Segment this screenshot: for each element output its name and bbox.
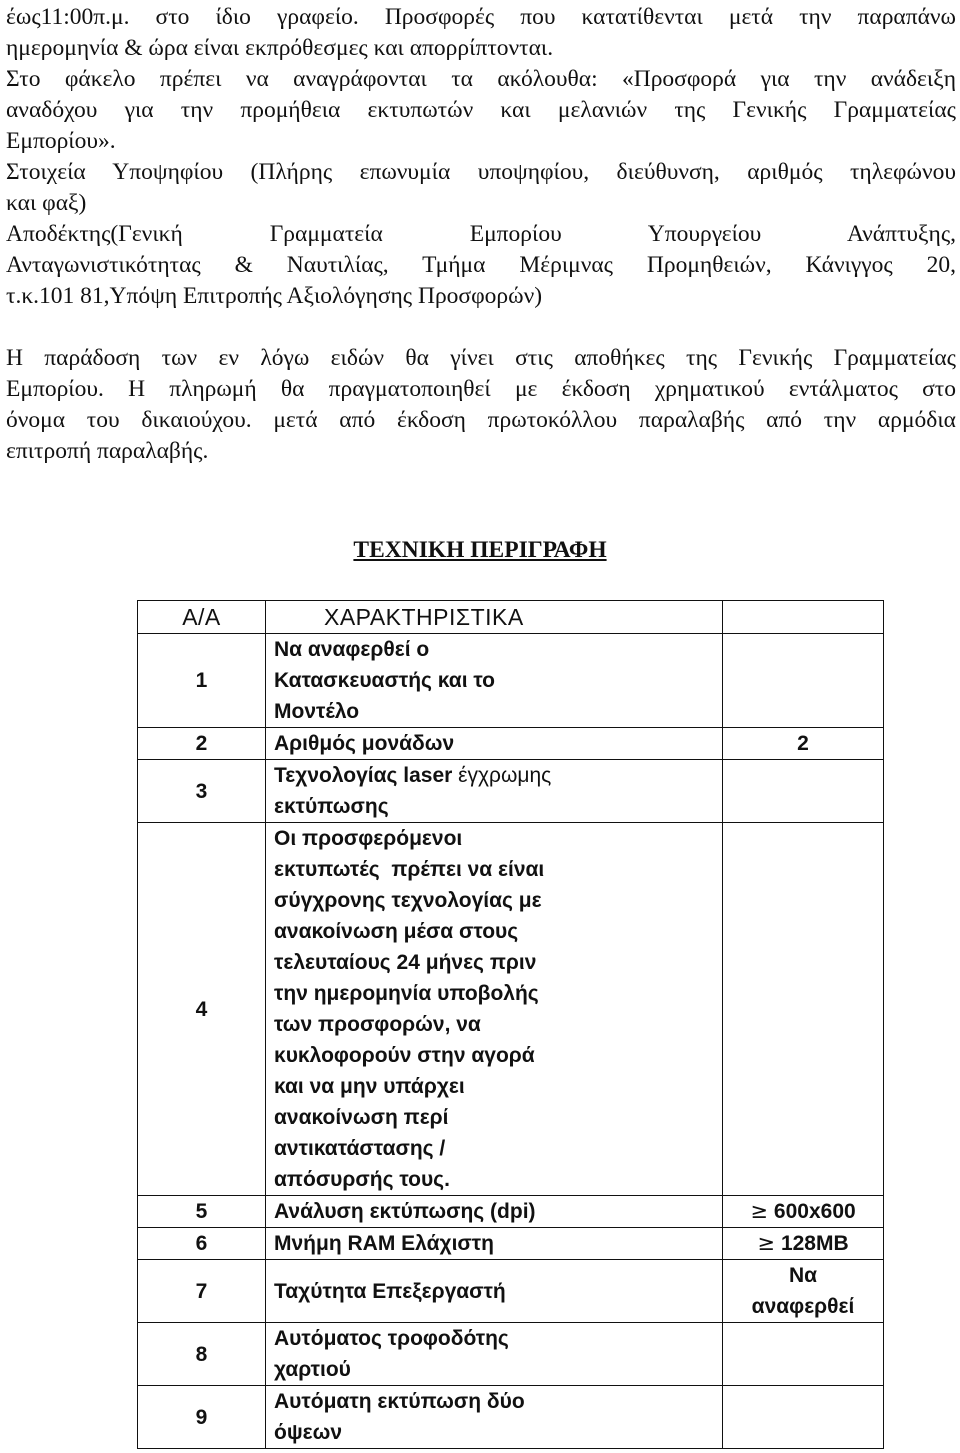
row-number: 5 xyxy=(138,1196,266,1228)
feature-text: Τεχνολογίας laser xyxy=(274,764,459,787)
row-number: 1 xyxy=(138,634,266,728)
text-line: Ανταγωνιστικότητας & Ναυτιλίας, Τμήμα Μέριμνας Προμηθειών, Κάνιγγος 20, xyxy=(6,252,956,278)
row-value xyxy=(723,760,884,823)
feature-line: Αυτόματη εκτύπωση δύο xyxy=(274,1390,525,1413)
table-row xyxy=(138,1323,884,1386)
row-feature xyxy=(266,1196,723,1228)
table-row xyxy=(138,728,884,760)
feature-line: Αυτόματος τροφοδότης xyxy=(274,1327,509,1350)
feature-line: τελευταίους 24 μήνες πριν xyxy=(274,951,537,974)
table-row xyxy=(138,760,884,823)
value-line: Να xyxy=(788,1264,818,1287)
table-row xyxy=(138,1386,884,1449)
feature-line: κυκλοφορούν στην αγορά xyxy=(274,1044,535,1067)
text-line: Η παράδοση των εν λόγω ειδών θα γίνει στις αποθήκες της Γενικής Γραμματείας xyxy=(6,345,956,371)
text-line: έως11:00π.μ. στο ίδιο γραφείο. Προσφορές που κατατίθενται μετά την παραπάνω xyxy=(6,4,956,30)
header-aa: Α/Α xyxy=(138,601,266,634)
greater-equal-icon: ≥ xyxy=(750,1199,768,1223)
feature-line: Κατασκευαστής και το xyxy=(274,669,495,692)
row-value xyxy=(723,1386,884,1449)
text-line: επιτροπή παραλαβής. xyxy=(6,438,209,464)
feature-line: Αριθμός μονάδων xyxy=(274,732,455,755)
feature-line: Να αναφερθεί ο xyxy=(274,638,430,661)
row-number: 3 xyxy=(138,760,266,823)
text-line: Στο φάκελο πρέπει να αναγράφονται τα ακόλουθα: «Προσφορά για την ανάδειξη xyxy=(6,66,956,92)
row-value xyxy=(723,823,884,1196)
table-row xyxy=(138,823,884,1196)
table-row xyxy=(138,1228,884,1260)
text-line: Στοιχεία Υποψηφίου (Πλήρης επωνυμία υποψηφίου, διεύθυνση, αριθμός τηλεφώνου xyxy=(6,159,956,185)
row-feature xyxy=(266,1386,723,1449)
text-line: τ.κ.101 81,Υπόψη Επιτροπής Αξιολόγησης Προσφορών) xyxy=(6,283,543,309)
feature-line: εκτύπωσης xyxy=(274,795,389,818)
feature-line: αντικατάστασης / xyxy=(274,1137,446,1160)
feature-line: των προσφορών, να xyxy=(274,1013,481,1036)
row-feature xyxy=(266,634,723,728)
feature-line: την ημερομηνία υποβολής xyxy=(274,982,539,1005)
row-number: 4 xyxy=(138,823,266,1196)
feature-line: και να μην υπάρχει xyxy=(274,1075,465,1098)
row-value xyxy=(723,1323,884,1386)
text-line: όνομα του δικαιούχου. μετά από έκδοση πρωτοκόλλου παραλαβής από την αρμόδια xyxy=(6,407,956,433)
feature-line: ανακοίνωση περί xyxy=(274,1106,449,1129)
row-number: 2 xyxy=(138,728,266,760)
feature-line: εκτυπωτές πρέπει να είναι xyxy=(274,858,545,881)
feature-line: Μνήμη RAM Ελάχιστη xyxy=(274,1232,494,1255)
value-line: αναφερθεί xyxy=(751,1295,855,1318)
feature-line: όψεων xyxy=(274,1421,343,1444)
value-text: 128MB xyxy=(780,1232,849,1255)
feature-line: Μοντέλο xyxy=(274,700,360,723)
row-feature xyxy=(266,760,723,823)
text-line: Αποδέκτης(Γενική Γραμματεία Εμπορίου Υπουργείου Ανάπτυξης, xyxy=(6,221,956,247)
table-row xyxy=(138,1260,884,1323)
table-row xyxy=(138,634,884,728)
greater-equal-icon: ≥ xyxy=(757,1231,775,1255)
text-line: αναδόχου για την προμήθεια εκτυπωτών και μελανιών της Γενικής Γραμματείας xyxy=(6,97,956,123)
row-value xyxy=(723,1228,884,1260)
row-number: 9 xyxy=(138,1386,266,1449)
delivery-paragraph xyxy=(6,343,956,467)
text-line: ημερομηνία & ώρα είναι εκπρόθεσμες και απορρίπτονται. xyxy=(6,35,554,61)
row-value xyxy=(723,1196,884,1228)
table-header-row xyxy=(138,601,884,634)
table-row xyxy=(138,1196,884,1228)
section-heading: ΤΕΧΝΙΚΗ ΠΕΡΙΓΡΑΦΗ xyxy=(353,537,607,563)
text-line: Εμπορίου». xyxy=(6,128,116,154)
value-text: 600x600 xyxy=(773,1200,856,1223)
row-feature xyxy=(266,1260,723,1323)
text-line: και φαξ) xyxy=(6,190,87,216)
feature-line: Ανάλυση εκτύπωσης (dpi) xyxy=(274,1200,536,1223)
feature-line: Οι προσφερόμενοι xyxy=(274,827,463,850)
feature-line: ανακοίνωση μέσα στους xyxy=(274,920,519,943)
text-line: Εμπορίου. Η πληρωμή θα πραγματοποιηθεί με έκδοση χρηματικού εντάλματος στο xyxy=(6,376,956,402)
row-value xyxy=(723,1260,884,1323)
row-value xyxy=(723,634,884,728)
row-feature xyxy=(266,728,723,760)
row-feature xyxy=(266,1228,723,1260)
feature-line: χαρτιού xyxy=(274,1358,351,1381)
header-features: ΧΑΡΑΚΤΗΡΙΣΤΙΚΑ xyxy=(266,601,723,634)
row-feature xyxy=(266,1323,723,1386)
row-value: 2 xyxy=(723,728,884,760)
feature-line: Ταχύτητα Επεξεργαστή xyxy=(274,1279,506,1303)
row-number: 8 xyxy=(138,1323,266,1386)
row-feature xyxy=(266,823,723,1196)
spec-table xyxy=(137,600,884,1449)
row-number: 6 xyxy=(138,1228,266,1260)
row-number: 7 xyxy=(138,1260,266,1323)
intro-paragraph xyxy=(6,2,956,312)
feature-line: απόσυρσής τους. xyxy=(274,1168,450,1191)
feature-line: σύγχρονης τεχνολογίας με xyxy=(274,889,542,912)
feature-text: έγχρωμης xyxy=(458,764,552,787)
header-value xyxy=(723,601,884,634)
